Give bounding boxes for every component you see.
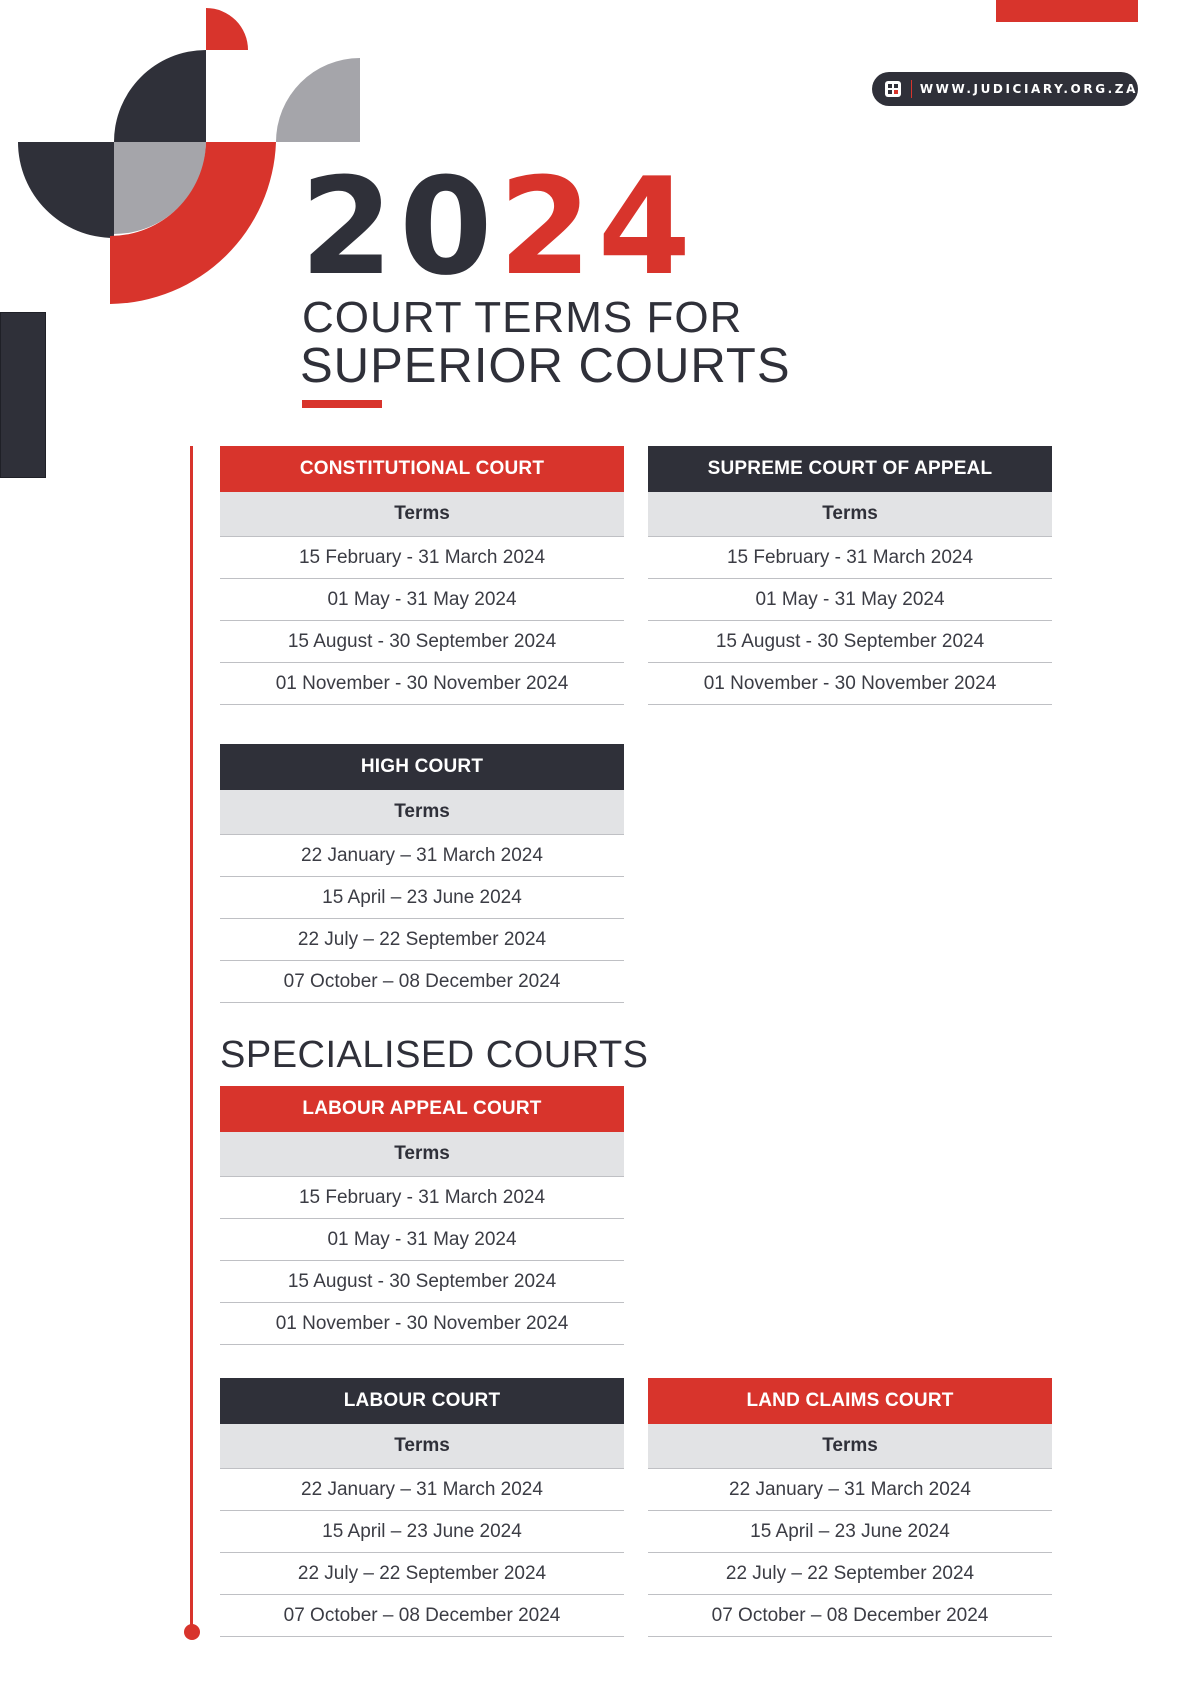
logo-red-quarter-top xyxy=(206,8,248,50)
term-row: 01 May - 31 May 2024 xyxy=(648,579,1052,621)
year-title xyxy=(300,149,697,305)
term-row: 07 October – 08 December 2024 xyxy=(220,1595,624,1637)
term-row: 15 August - 30 September 2024 xyxy=(220,1261,624,1303)
terms-header: Terms xyxy=(220,790,624,835)
term-row: 01 November - 30 November 2024 xyxy=(220,1303,624,1345)
term-row: 22 July – 22 September 2024 xyxy=(220,919,624,961)
year-part-2: 24 xyxy=(498,149,697,305)
title-underline xyxy=(302,400,382,408)
url-separator xyxy=(911,80,912,98)
term-row: 22 January – 31 March 2024 xyxy=(648,1469,1052,1511)
logo-grey-quarter-right xyxy=(276,58,360,142)
court-title: LABOUR APPEAL COURT xyxy=(220,1086,624,1132)
specialised-courts-heading: SPECIALISED COURTS xyxy=(220,1034,649,1076)
term-row: 22 July – 22 September 2024 xyxy=(648,1553,1052,1595)
term-row: 15 February - 31 March 2024 xyxy=(220,537,624,579)
website-badge xyxy=(872,72,1138,106)
term-row: 15 April – 23 June 2024 xyxy=(220,877,624,919)
term-row: 22 January – 31 March 2024 xyxy=(220,835,624,877)
term-row: 07 October – 08 December 2024 xyxy=(220,961,624,1003)
year-part-1: 20 xyxy=(300,149,499,305)
term-row: 15 February - 31 March 2024 xyxy=(220,1177,624,1219)
subtitle-line-2: SUPERIOR COURTS xyxy=(300,339,791,393)
court-title: SUPREME COURT OF APPEAL xyxy=(648,446,1052,492)
logo-dark-quarter-left xyxy=(18,142,114,238)
terms-header: Terms xyxy=(220,492,624,537)
term-row: 15 April – 23 June 2024 xyxy=(648,1511,1052,1553)
term-row: 07 October – 08 December 2024 xyxy=(648,1595,1052,1637)
court-title: LABOUR COURT xyxy=(220,1378,624,1424)
web-icon xyxy=(884,80,902,98)
supreme-court-table xyxy=(648,446,1052,705)
terms-header: Terms xyxy=(648,492,1052,537)
term-row: 01 November - 30 November 2024 xyxy=(220,663,624,705)
labour-court-table xyxy=(220,1378,624,1637)
term-row: 15 August - 30 September 2024 xyxy=(648,621,1052,663)
term-row: 01 May - 31 May 2024 xyxy=(220,579,624,621)
court-title: LAND CLAIMS COURT xyxy=(648,1378,1052,1424)
website-url: WWW.JUDICIARY.ORG.ZA xyxy=(919,82,1138,96)
term-row: 01 November - 30 November 2024 xyxy=(648,663,1052,705)
court-title: CONSTITUTIONAL COURT xyxy=(220,446,624,492)
high-court-table xyxy=(220,744,624,1003)
term-row: 15 April – 23 June 2024 xyxy=(220,1511,624,1553)
timeline-dot xyxy=(184,1624,200,1640)
terms-header: Terms xyxy=(220,1132,624,1177)
subtitle-line-1: COURT TERMS FOR xyxy=(302,293,743,342)
term-row: 15 February - 31 March 2024 xyxy=(648,537,1052,579)
labour-appeal-court-table xyxy=(220,1086,624,1345)
left-dark-block xyxy=(0,312,46,478)
term-row: 01 May - 31 May 2024 xyxy=(220,1219,624,1261)
terms-header: Terms xyxy=(220,1424,624,1469)
court-title: HIGH COURT xyxy=(220,744,624,790)
constitutional-court-table xyxy=(220,446,624,705)
timeline-line xyxy=(190,446,193,1634)
term-row: 15 August - 30 September 2024 xyxy=(220,621,624,663)
logo-dark-quarter-upper xyxy=(114,50,206,142)
term-row: 22 July – 22 September 2024 xyxy=(220,1553,624,1595)
term-row: 22 January – 31 March 2024 xyxy=(220,1469,624,1511)
land-claims-court-table xyxy=(648,1378,1052,1637)
terms-header: Terms xyxy=(648,1424,1052,1469)
top-red-bar xyxy=(996,0,1138,22)
